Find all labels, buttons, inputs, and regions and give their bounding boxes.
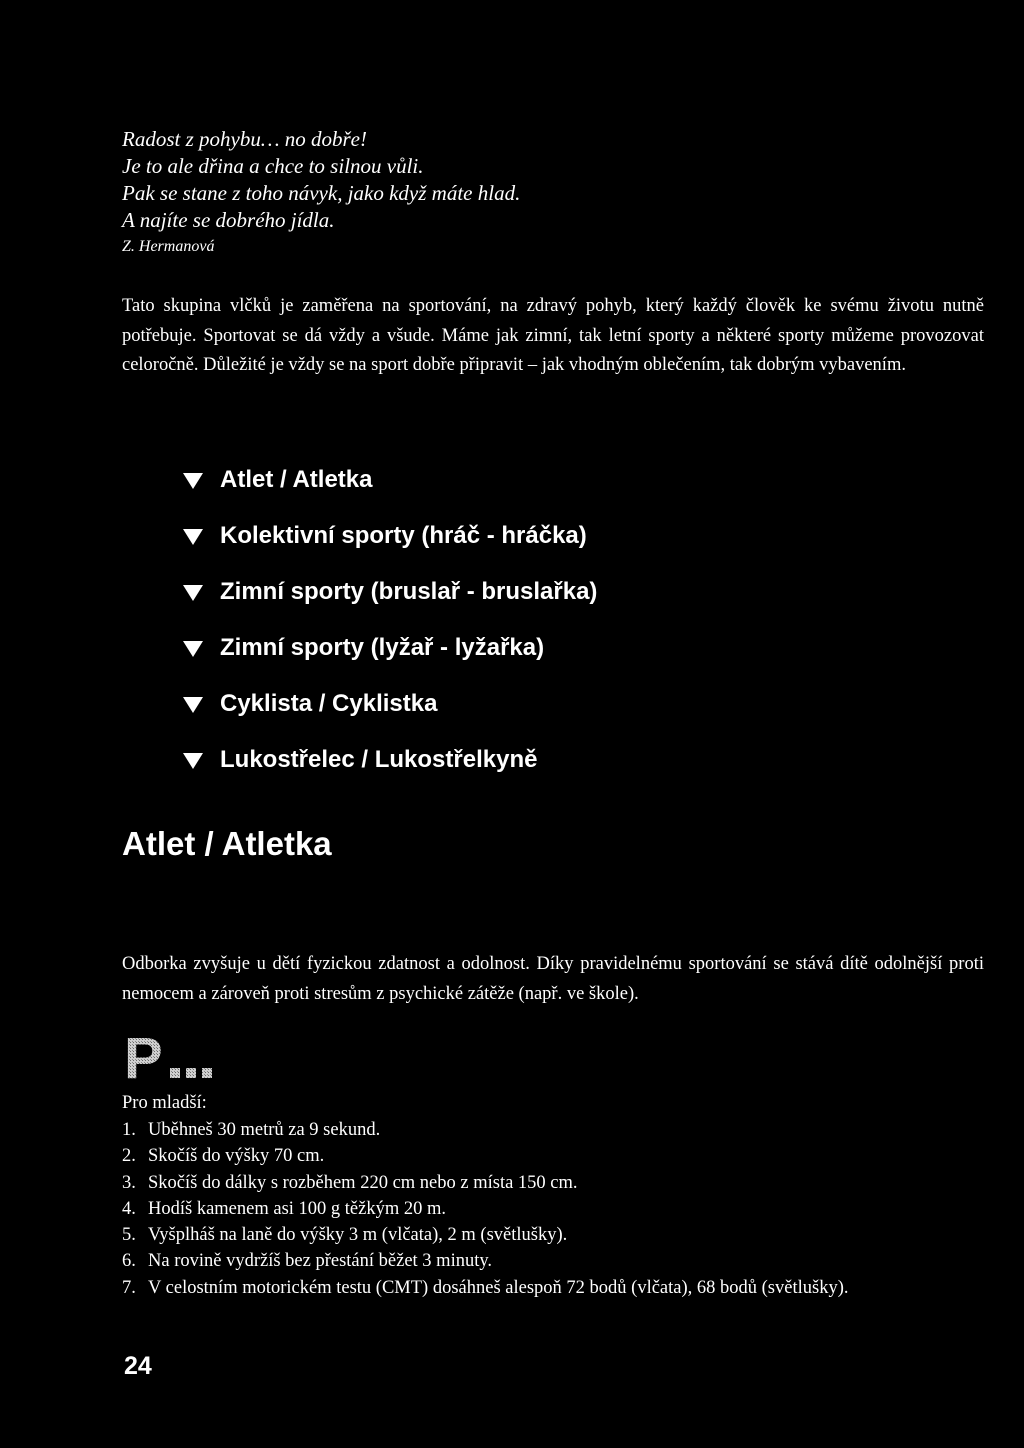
list-item [122, 1143, 984, 1169]
badge-list-item [183, 564, 597, 620]
list-item-text: V celostním motorickém testu (CMT) dosáhneš alespoň 72 bodů (vlčata), 68 bodů (světlušky). [148, 1277, 849, 1298]
triangle-bullet-icon [183, 697, 203, 713]
list-item-text: Uběhneš 30 metrů za 9 sekund. [148, 1120, 381, 1140]
quote-author: Z. Hermanová [122, 238, 215, 255]
badge-list-item [183, 732, 597, 788]
badge-list-item [183, 620, 597, 676]
list-item-text: Hodíš kamenem asi 100 g těžkým 20 m. [148, 1198, 447, 1219]
p-letter: P [124, 1030, 163, 1086]
badge-list-item [183, 508, 597, 564]
epigraph-quote [122, 126, 520, 258]
triangle-bullet-icon [183, 585, 203, 601]
list-item [122, 1275, 984, 1301]
badge-list-item [183, 452, 597, 508]
quote-line: Je to ale dřina a chce to silnou vůli. [122, 154, 424, 178]
badge-list-label: Atlet / Atletka [220, 466, 373, 493]
badge-list-label: Lukostřelec / Lukostřelkyně [220, 746, 538, 773]
badge-list-label: Zimní sporty (bruslař - bruslařka) [220, 578, 598, 605]
list-item-text: Skočíš do dálky s rozběhem 220 cm nebo z místa 150 cm. [148, 1172, 578, 1193]
list-item-number: 1. [122, 1120, 136, 1140]
intro-paragraph: Tato skupina vlčků je zaměřena na sportování, na zdravý pohyb, který každý člověk ke svému životu nutně potřebuje. Sportovat se dá vždy a všude. Máme jak zimní, tak letní sporty a některé sporty můžeme provozovat celoročně. Důležité je vždy se na sport dobře připravit – jak vhodným oblečením, tak dobrým vybavením. [122, 296, 984, 375]
list-item-text: Skočíš do výšky 70 cm. [148, 1146, 325, 1167]
list-item [122, 1117, 984, 1143]
badge-list-label: Cyklista / Cyklistka [220, 690, 438, 717]
badge-list [183, 452, 597, 788]
triangle-bullet-icon [183, 529, 203, 545]
p-logo-mark [124, 1030, 234, 1086]
triangle-bullet-icon [183, 473, 203, 489]
list-item [122, 1196, 984, 1222]
page-number: 24 [124, 1352, 152, 1380]
list-item [122, 1248, 984, 1274]
requirements-list [122, 1117, 984, 1301]
list-item [122, 1222, 984, 1248]
section-paragraph: Odborka zvyšuje u dětí fyzickou zdatnost a odolnost. Díky pravidelnému sportování se stává dítě odolnější proti nemocem a zároveň proti stresům z psychické zátěže (např. ve škole). [122, 954, 984, 1004]
list-item-number: 6. [122, 1251, 136, 1272]
list-item-number: 4. [122, 1198, 136, 1219]
triangle-bullet-icon [183, 641, 203, 657]
quote-line: Radost z pohybu… no dobře! [122, 127, 367, 151]
requirements-label: Pro mladší: [122, 1093, 207, 1113]
list-item-number: 2. [122, 1146, 136, 1167]
badge-list-item [183, 676, 597, 732]
badge-list-label: Kolektivní sporty (hráč - hráčka) [220, 522, 587, 549]
quote-line: A najíte se dobrého jídla. [122, 208, 335, 232]
list-item [122, 1170, 984, 1196]
quote-line: Pak se stane z toho návyk, jako když máte hlad. [122, 181, 521, 205]
badge-list-label: Zimní sporty (lyžař - lyžařka) [220, 634, 545, 661]
list-item-number: 5. [122, 1225, 136, 1246]
section-title: Atlet / Atletka [122, 825, 332, 862]
list-item-number: 3. [122, 1172, 136, 1193]
list-item-text: Na rovině vydržíš bez přestání běžet 3 minuty. [148, 1251, 493, 1272]
list-item-text: Vyšplháš na laně do výšky 3 m (vlčata), 2 m (světlušky). [148, 1225, 568, 1246]
list-item-number: 7. [122, 1277, 136, 1298]
triangle-bullet-icon [183, 753, 203, 769]
